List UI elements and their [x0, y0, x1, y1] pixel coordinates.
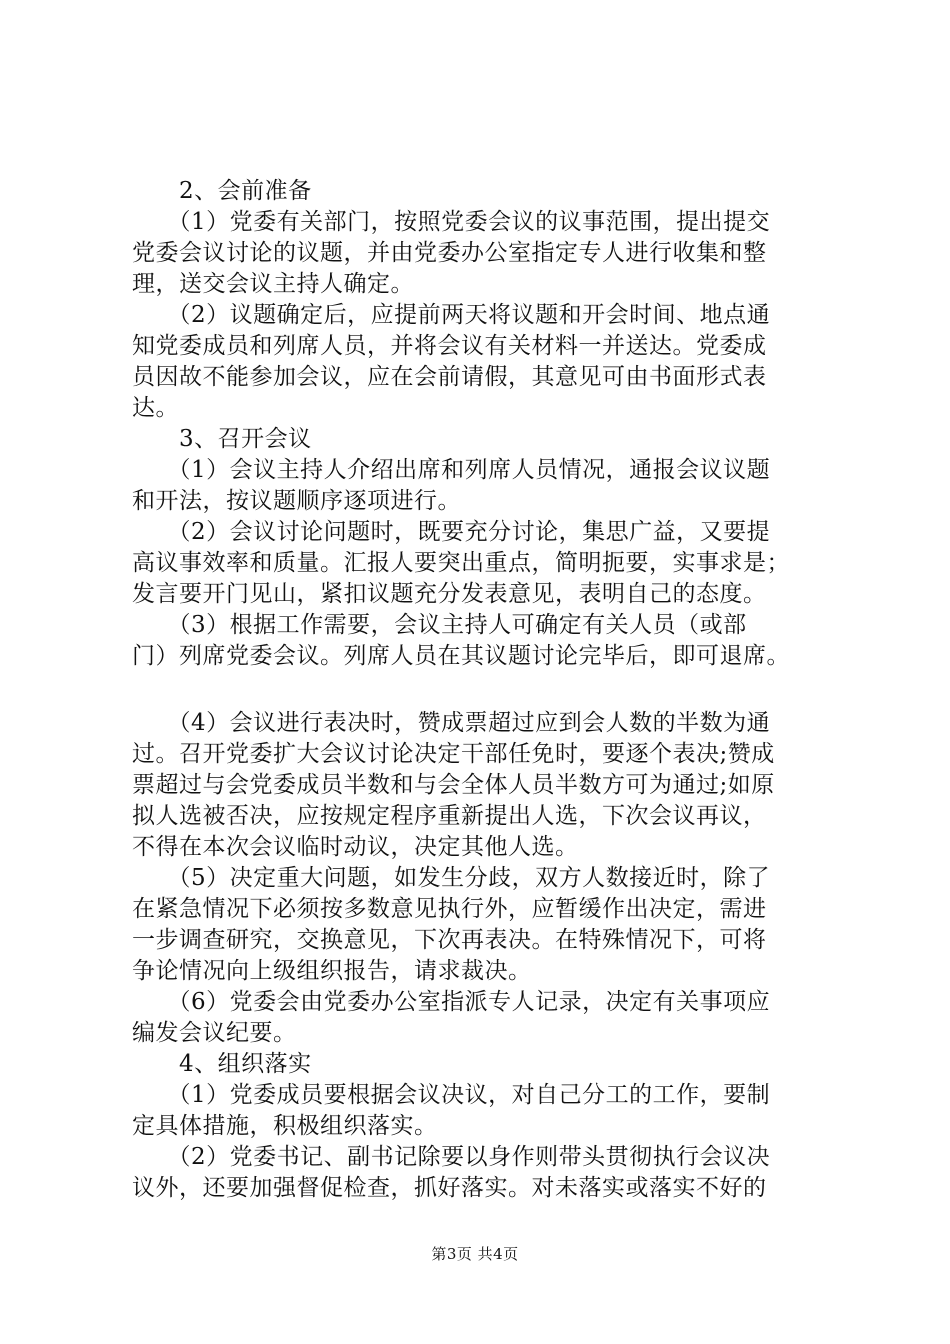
page-number: 第3页 共4页 — [431, 1245, 519, 1263]
paragraph-line: 门）列席党委会议。列席人员在其议题讨论完毕后，即可退席。 — [132, 643, 790, 669]
paragraph-line: 一步调查研究，交换意见，下次再表决。在特殊情况下，可将 — [132, 927, 767, 953]
paragraph-line: 和开法，按议题顺序逐项进行。 — [132, 488, 461, 514]
section-heading: 2、会前准备 — [132, 178, 312, 204]
paragraph-line: （2）会议讨论问题时，既要充分讨论，集思广益，又要提 — [132, 519, 771, 545]
paragraph-line: （6）党委会由党委办公室指派专人记录，决定有关事项应 — [132, 989, 771, 1015]
paragraph-line: （3）根据工作需要，会议主持人可确定有关人员（或部 — [132, 612, 747, 638]
paragraph-line: （1）会议主持人介绍出席和列席人员情况，通报会议议题 — [132, 457, 771, 483]
paragraph-line: 定具体措施，积极组织落实。 — [132, 1113, 438, 1139]
paragraph-line: 党委会议讨论的议题，并由党委办公室指定专人进行收集和整 — [132, 240, 767, 266]
paragraph-line: 争论情况向上级组织报告，请求裁决。 — [132, 958, 532, 984]
paragraph-line: 编发会议纪要。 — [132, 1020, 297, 1046]
paragraph-line: 高议事效率和质量。汇报人要突出重点，简明扼要，实事求是； — [132, 550, 790, 576]
paragraph-line: （2）议题确定后，应提前两天将议题和开会时间、地点通 — [132, 302, 771, 328]
paragraph-line: 票超过与会党委成员半数和与会全体人员半数方可为通过;如原 — [132, 772, 775, 798]
paragraph-line: （4）会议进行表决时，赞成票超过应到会人数的半数为通 — [132, 710, 771, 736]
section-heading: 3、召开会议 — [132, 426, 312, 452]
paragraph-line: （2）党委书记、副书记除要以身作则带头贯彻执行会议决 — [132, 1144, 771, 1170]
paragraph-line: 理，送交会议主持人确定。 — [132, 271, 414, 297]
paragraph-gap — [132, 672, 832, 708]
paragraph-line: 达。 — [132, 395, 179, 421]
paragraph-line: 发言要开门见山，紧扣议题充分发表意见，表明自己的态度。 — [132, 581, 767, 607]
paragraph-line: 不得在本次会议临时动议，决定其他人选。 — [132, 834, 579, 860]
paragraph-line: 知党委成员和列席人员，并将会议有关材料一并送达。党委成 — [132, 333, 767, 359]
paragraph-line: （1）党委成员要根据会议决议，对自己分工的工作，要制 — [132, 1082, 771, 1108]
paragraph-line: 员因故不能参加会议，应在会前请假，其意见可由书面形式表 — [132, 364, 767, 390]
paragraph-line: （5）决定重大问题，如发生分歧，双方人数接近时，除了 — [132, 865, 771, 891]
paragraph-line: 过。召开党委扩大会议讨论决定干部任免时，要逐个表决;赞成 — [132, 741, 775, 767]
paragraph-line: （1）党委有关部门，按照党委会议的议事范围，提出提交 — [132, 209, 771, 235]
document-body — [132, 176, 832, 1204]
section-heading: 4、组织落实 — [132, 1051, 312, 1077]
paragraph-line: 拟人选被否决，应按规定程序重新提出人选，下次会议再议， — [132, 803, 767, 829]
paragraph-line: 议外，还要加强督促检查，抓好落实。对未落实或落实不好的 — [132, 1175, 767, 1201]
page-footer — [0, 1244, 950, 1264]
paragraph-line: 在紧急情况下必须按多数意见执行外，应暂缓作出决定，需进 — [132, 896, 767, 922]
